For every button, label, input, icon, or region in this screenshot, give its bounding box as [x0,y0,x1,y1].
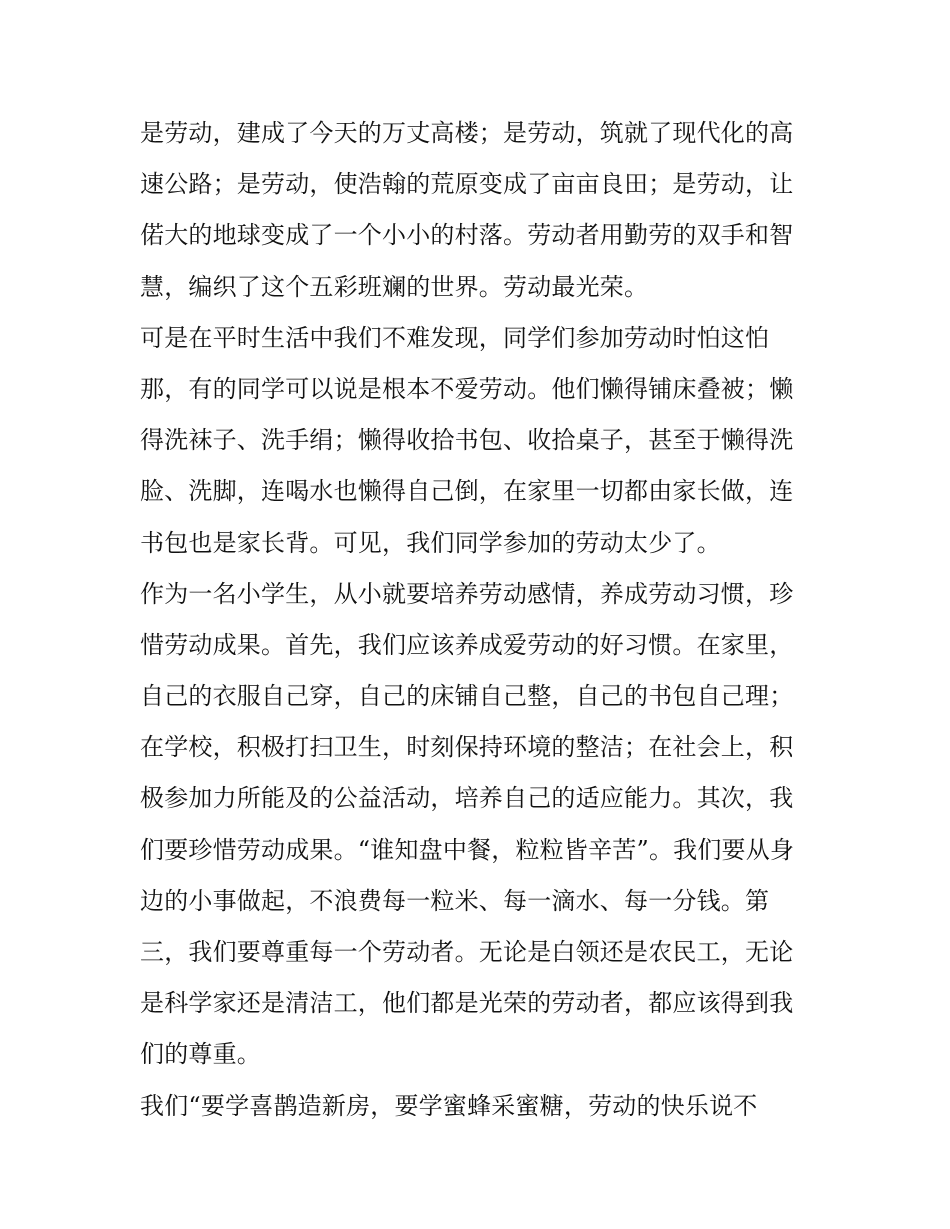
text-line: 们要珍惜劳动成果。“谁知盘中餐，粒粒皆辛苦”。我们要从身 [140,835,795,864]
text-line: 作为一名小学生，从小就要培养劳动感情，养成劳动习惯，珍 [140,579,794,608]
text-line: 慧，编织了这个五彩班斓的世界。劳动最光荣。 [140,272,649,301]
text-line: 偌大的地球变成了一个小小的村落。劳动者用勤劳的双手和智 [140,221,794,250]
text-line: 极参加力所能及的公益活动，培养自己的适应能力。其次，我 [140,784,794,813]
text-line: 我们“要学喜鹊造新房，要学蜜蜂采蜜糖，劳动的快乐说不 [140,1091,758,1120]
text-line: 是科学家还是清洁工，他们都是光荣的劳动者，都应该得到我 [140,989,794,1018]
text-line: 三，我们要尊重每一个劳动者。无论是白领还是农民工，无论 [140,938,794,966]
text-line: 边的小事做起，不浪费每一粒米、每一滴水、每一分钱。第 [140,886,770,915]
document-body [140,108,820,1132]
text-line: 速公路；是劳动，使浩翰的荒原变成了亩亩良田；是劳动，让 [140,170,794,199]
text-line: 书包也是家长背。可见，我们同学参加的劳动太少了。 [140,528,721,557]
text-line: 得洗袜子、洗手绢；懒得收拾书包、收拾桌子，甚至于懒得洗 [140,426,794,455]
text-line: 们的尊重。 [140,1040,261,1069]
text-line: 那，有的同学可以说是根本不爱劳动。他们懒得铺床叠被；懒 [140,374,794,403]
text-line: 惜劳动成果。首先，我们应该养成爱劳动的好习惯。在家里， [140,630,794,659]
text-line: 脸、洗脚，连喝水也懒得自己倒，在家里一切都由家长做，连 [140,477,794,506]
text-line: 可是在平时生活中我们不难发现，同学们参加劳动时怕这怕 [140,323,770,352]
text-line: 在学校，积极打扫卫生，时刻保持环境的整洁；在社会上，积 [140,733,794,762]
text-line: 自己的衣服自己穿，自己的床铺自己整，自己的书包自己理； [140,682,794,711]
text-line: 是劳动，建成了今天的万丈高楼；是劳动，筑就了现代化的高 [140,119,794,147]
